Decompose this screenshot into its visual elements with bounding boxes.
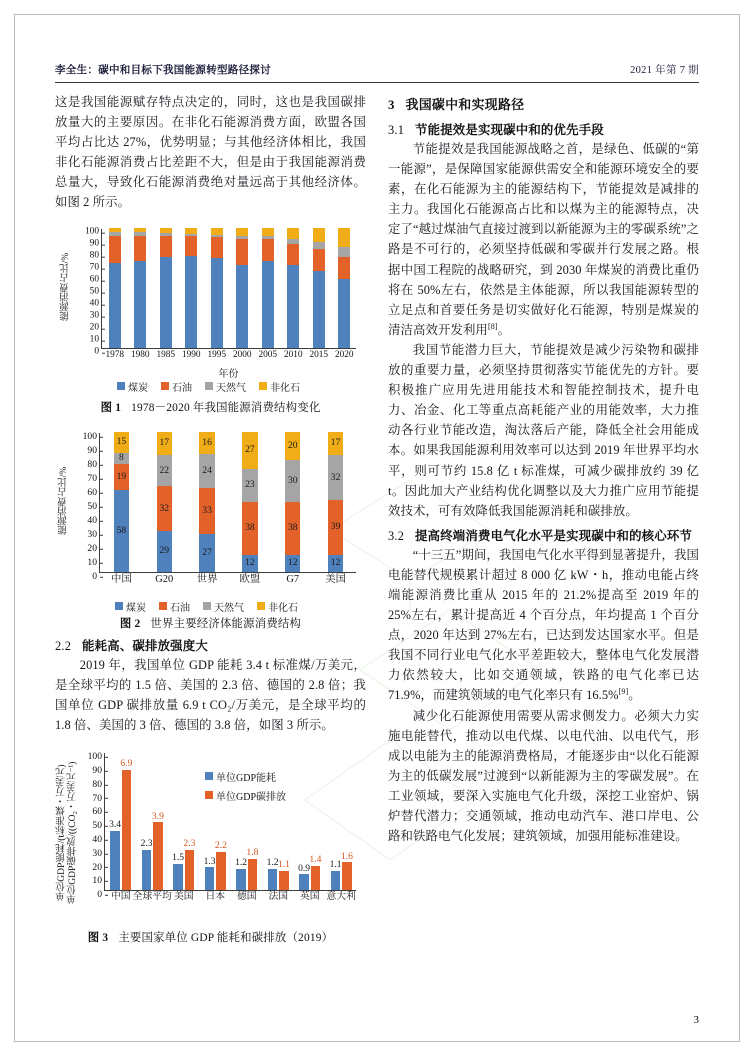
legend-swatch-icon <box>259 382 267 390</box>
bar-segment-非化石 <box>114 432 129 453</box>
section-2-2-title: 能耗高、碳排放强度大 <box>82 638 208 653</box>
y-axis-tick: 40 <box>87 516 100 526</box>
bar-segment-煤炭 <box>328 555 343 572</box>
right-column <box>388 92 699 947</box>
x-axis-tick: 2015 <box>309 349 329 360</box>
bar-segment-煤炭 <box>287 265 299 348</box>
bar-value-label: 17 <box>159 437 170 449</box>
bar-segment-非化石 <box>109 228 121 232</box>
page-content <box>55 62 699 1026</box>
bar-value-label: 20 <box>287 439 298 451</box>
bar-value-label: 33 <box>202 504 212 516</box>
y-axis-tick: 50 <box>87 502 100 512</box>
bar-value-label: 30 <box>287 474 298 486</box>
bar-value-label: 29 <box>159 545 170 557</box>
bar-value-label: 39 <box>330 521 341 533</box>
bar-value-label: 1.1 <box>329 859 342 871</box>
y-axis-tick: 80 <box>87 460 100 470</box>
bar-segment-石油 <box>313 249 325 271</box>
bar-segment-天然气 <box>160 233 172 236</box>
legend-item <box>203 599 244 614</box>
x-axis-tick: 2010 <box>283 349 303 360</box>
y-axis-tick: 20 <box>87 544 100 554</box>
bar-stack <box>185 228 197 348</box>
bar-segment-非化石 <box>287 228 299 239</box>
bar-单位GDP能耗 <box>142 850 151 890</box>
bar-segment-非化石 <box>328 432 343 456</box>
legend-label: 煤炭 <box>126 602 146 614</box>
bar-单位GDP能耗 <box>331 871 340 890</box>
y-axis-tick: 100 <box>88 752 105 762</box>
bar-segment-石油 <box>338 257 350 280</box>
y-axis-tick: 50 <box>92 821 105 831</box>
bar-单位GDP碳排放 <box>185 850 194 890</box>
y-axis-tick: 80 <box>90 252 102 261</box>
bar-单位GDP碳排放 <box>122 770 131 890</box>
reference-9: [9] <box>618 687 629 697</box>
bar-value-label: 2.3 <box>183 838 196 850</box>
bar-segment-非化石 <box>185 228 197 234</box>
bar-value-label: 23 <box>245 479 255 491</box>
bar-segment-天然气 <box>262 236 274 239</box>
bar-value-label: 27 <box>245 444 255 456</box>
x-axis-tick: 中国 <box>111 573 132 585</box>
y-axis-tick: 60 <box>90 276 102 285</box>
right-paragraph-1-text: 节能提效是我国能源战略之首，是绿色、低碳的“第一能源”，是保障国家能源供需安全和能源环境安全的要素，在化石能源为主的能源结构下，节能提效是减排的主力。我国化石能源高占比和以煤为主的能源特点，决定了“越过煤油气直接过渡到以新能源为主的零碳系统”之路是不可行的，必须坚持低碳和零碳并行发展之路。根据中国工程院的战略研究，到 2030 年煤炭的消费比重仍将在 50%左右，依然是主体能源，所以我国能源转型的立足点和首要任务是切实做好化石能源，特别是煤炭的清洁高效开发利用 <box>388 142 699 337</box>
x-axis-tick: G20 <box>155 573 174 585</box>
right-paragraph-3-end: 。 <box>628 688 641 703</box>
x-axis-tick: 美国 <box>325 573 346 585</box>
right-paragraph-3 <box>388 545 699 706</box>
page-number: 3 <box>693 1014 699 1026</box>
bar-segment-煤炭 <box>313 271 325 347</box>
legend-swatch-icon <box>115 602 123 610</box>
y-axis-tick: 90 <box>87 446 100 456</box>
bar-value-label: 17 <box>330 437 341 449</box>
bar-segment-石油 <box>109 236 121 263</box>
x-axis-tick: 1978 <box>105 349 125 360</box>
bar-segment-煤炭 <box>211 258 223 348</box>
bar-segment-天然气 <box>114 453 129 464</box>
bar-segment-石油 <box>114 464 129 491</box>
bar-segment-石油 <box>134 236 146 261</box>
y-axis-tick: 30 <box>92 849 105 859</box>
reference-8: [8] <box>487 321 498 331</box>
section-2-2-heading <box>55 636 366 654</box>
legend-label: 非化石 <box>268 602 298 614</box>
x-axis-tick: 1995 <box>207 349 227 360</box>
bar-segment-天然气 <box>287 239 299 244</box>
bar-segment-煤炭 <box>157 531 172 572</box>
bar-单位GDP能耗 <box>268 869 277 890</box>
bar-value-label: 3.4 <box>109 819 122 831</box>
y-axis-tick: 0 <box>92 572 100 582</box>
bar-单位GDP能耗 <box>173 864 182 890</box>
legend-label: 天然气 <box>214 602 244 614</box>
bar-segment-天然气 <box>285 460 300 502</box>
section-3-1-heading <box>388 120 699 138</box>
legend-label: 石油 <box>170 602 190 614</box>
y-axis-tick: 60 <box>87 488 100 498</box>
bar-segment-煤炭 <box>134 261 146 348</box>
bar-stack <box>328 432 343 572</box>
running-head <box>55 62 699 82</box>
figure-3 <box>55 741 366 945</box>
bar-segment-煤炭 <box>262 261 274 348</box>
y-axis-tick: 100 <box>83 432 100 442</box>
bar-单位GDP碳排放 <box>311 866 320 890</box>
bar-segment-非化石 <box>134 228 146 233</box>
legend-label: 单位GDP碳排放 <box>216 791 287 803</box>
fig1-y-axis-title: 能源消费占比/% <box>60 252 71 321</box>
bar-segment-石油 <box>242 502 257 555</box>
bar-segment-煤炭 <box>236 265 248 347</box>
y-axis-tick: 30 <box>90 312 102 321</box>
bar-stack <box>109 228 121 348</box>
section-2-2-number: 2.2 <box>55 638 72 653</box>
bar-stack <box>338 228 350 348</box>
chart-energy-structure-china <box>55 219 366 394</box>
figure-2-number: 图 2 <box>119 617 141 630</box>
bar-value-label: 15 <box>116 436 127 448</box>
legend-swatch-icon <box>161 382 169 390</box>
bar-单位GDP能耗 <box>236 869 245 890</box>
bar-value-label: 38 <box>287 522 298 534</box>
bar-单位GDP碳排放 <box>153 822 162 890</box>
bar-segment-石油 <box>236 239 248 265</box>
bar-value-label: 8 <box>119 452 124 464</box>
y-axis-tick: 80 <box>92 780 105 790</box>
bar-stack <box>114 432 129 572</box>
x-axis-tick: 1985 <box>156 349 176 360</box>
bar-单位GDP碳排放 <box>342 862 351 890</box>
bar-stack <box>242 432 257 572</box>
bar-segment-天然气 <box>109 232 121 236</box>
bar-value-label: 32 <box>330 471 341 483</box>
bar-value-label: 1.2 <box>235 857 248 869</box>
bar-segment-煤炭 <box>338 279 350 347</box>
legend-item <box>161 379 192 394</box>
bar-segment-煤炭 <box>242 555 257 572</box>
bar-value-label: 3.9 <box>151 810 164 822</box>
bar-value-label: 0.9 <box>298 862 311 874</box>
bar-单位GDP碳排放 <box>248 859 257 890</box>
x-axis-tick: 日本 <box>205 890 226 902</box>
y-axis-tick: 70 <box>92 793 105 803</box>
bar-value-label: 12 <box>287 557 298 569</box>
two-column-body <box>55 92 699 947</box>
bar-segment-石油 <box>287 244 299 265</box>
bar-segment-天然气 <box>185 234 197 237</box>
fig2-plot-area <box>82 430 356 585</box>
legend-item <box>205 788 286 803</box>
bar-segment-非化石 <box>262 228 274 237</box>
legend-label: 石油 <box>172 382 192 394</box>
bar-segment-煤炭 <box>285 555 300 572</box>
fig1-plot-area <box>84 226 356 360</box>
bar-segment-石油 <box>199 488 214 534</box>
bar-segment-煤炭 <box>160 257 172 348</box>
chart-gdp-intensity <box>55 741 366 926</box>
bar-value-label: 19 <box>116 471 127 483</box>
legend-item <box>159 599 190 614</box>
bar-segment-非化石 <box>199 432 214 454</box>
bar-value-label: 1.5 <box>172 852 185 864</box>
bar-stack <box>313 228 325 348</box>
section-3-title: 我国碳中和实现路径 <box>405 98 525 112</box>
bar-segment-天然气 <box>199 454 214 488</box>
bar-segment-天然气 <box>134 232 146 236</box>
x-axis-tick: 德国 <box>236 890 257 902</box>
fig3-legend <box>205 769 286 803</box>
legend-swatch-icon <box>117 382 125 390</box>
figure-1-caption <box>55 399 366 415</box>
bar-segment-天然气 <box>313 242 325 249</box>
legend-item <box>205 769 276 784</box>
y-axis-tick: 20 <box>90 324 102 333</box>
left-column <box>55 92 366 947</box>
bar-segment-非化石 <box>236 228 248 237</box>
bar-单位GDP碳排放 <box>216 852 225 890</box>
right-paragraph-2: 我国节能潜力巨大，节能提效是减少污染物和碳排放的重要力量，必须坚持贯彻落实节能优先的方针。要积极推广应用先进用能技术和智能控制技术，提升电力、冶金、化工等重点高耗能产业的用能效率，大力推动各行业节能改造，淘汰落后产能，降低全社会用能成本。如果我国能源利用效率可以达到 2019 年世界平均水平，则可节约 15.8 亿 t 标准煤，可减少碳排放约 39 亿 t。因此加大产业结构优化调整以及大力推广应用节能提效技术，可有效降低我国能源消耗和碳排放。 <box>388 342 699 518</box>
legend-swatch-icon <box>203 602 211 610</box>
y-axis-tick: 0 <box>94 348 102 357</box>
bar-单位GDP能耗 <box>299 874 308 890</box>
legend-item <box>205 379 246 394</box>
left-paragraph-1: 这是我国能源赋存特点决定的，同时，这也是我国碳排放量大的主要原因。在非化石能源消费方面，欧盟各国平均占比达 27%，优势明显；与其他经济体相比，我国非化石能源消费占比差距不大，但是由于我国能源消费总量大，导致化石能源消费绝对量远高于其他经济体。如图 2 所示。 <box>55 95 366 210</box>
bar-value-label: 27 <box>202 546 212 558</box>
legend-label: 单位GDP能耗 <box>216 772 277 784</box>
y-axis-tick: 10 <box>92 876 105 886</box>
bar-segment-天然气 <box>338 247 350 257</box>
x-axis-tick: 中国 <box>110 890 131 902</box>
bar-value-label: 38 <box>245 522 255 534</box>
y-axis-tick: 60 <box>92 807 105 817</box>
x-axis-tick: 2020 <box>334 349 354 360</box>
legend-swatch-icon <box>205 382 213 390</box>
bar-value-label: 6.9 <box>120 758 133 770</box>
y-axis-tick: 30 <box>87 530 100 540</box>
bar-value-label: 12 <box>245 557 255 569</box>
x-axis-tick: 英国 <box>299 890 320 902</box>
x-axis-tick: 意大利 <box>326 890 356 902</box>
header-rule <box>55 82 699 83</box>
section-3-2-number: 3.2 <box>388 528 405 543</box>
bar-segment-石油 <box>211 237 223 258</box>
legend-swatch-icon <box>159 602 167 610</box>
bar-单位GDP能耗 <box>205 867 214 890</box>
bar-stack <box>134 228 146 348</box>
legend-item <box>259 379 300 394</box>
bar-segment-非化石 <box>157 432 172 456</box>
figure-3-number: 图 3 <box>87 931 109 944</box>
y-axis-tick: 50 <box>90 288 102 297</box>
figure-1 <box>55 219 366 415</box>
fig1-x-axis-title: 年份 <box>218 368 239 380</box>
x-axis-tick: G7 <box>286 573 300 585</box>
right-paragraph-3-text: “十三五”期间，我国电气化水平得到显著提升，我国电能替代规模累计超过 8 000 亿 kW・h，推动电能占终端能源消费比重从 2015 年的 21.2%提高至 2019 年的 25%左右，累计提高近 4 个百分点，年均提高 1 个百分点，2020 年达到 27%左右，已达到发达国家水平。但是我国不同行业电气化水平差距较大，整体电气化发展潜力依然较大，比如交通领域，铁路的电气化率已达 71.9%，而建筑领域的电气化率只有 16.5% <box>388 547 699 703</box>
bar-value-label: 1.3 <box>203 855 216 867</box>
bar-value-label: 1.1 <box>277 859 290 871</box>
y-axis-tick: 70 <box>90 264 102 273</box>
y-axis-tick: 0 <box>97 890 105 900</box>
bar-value-label: 12 <box>330 557 341 569</box>
chart-energy-structure-world <box>55 423 366 613</box>
fig2-legend <box>115 599 298 614</box>
fig3-y-axis-title-line1: 单位GDP能耗/(t标准煤・万美元) <box>56 764 67 902</box>
bar-stack <box>157 432 172 572</box>
y-axis-tick: 10 <box>90 336 102 345</box>
x-axis-tick: 2000 <box>232 349 252 360</box>
bar-segment-非化石 <box>242 432 257 470</box>
x-axis-tick: 全球平均 <box>132 890 172 902</box>
bar-value-label: 1.4 <box>309 854 322 866</box>
section-3-1-number: 3.1 <box>388 123 405 137</box>
bar-segment-石油 <box>328 500 343 555</box>
x-axis-tick: 世界 <box>196 573 218 585</box>
figure-2-title: 世界主要经济体能源消费结构 <box>150 617 302 630</box>
bar-value-label: 22 <box>159 464 170 476</box>
x-axis-tick: 1980 <box>130 349 150 360</box>
bar-segment-石油 <box>262 239 274 260</box>
bar-segment-天然气 <box>157 455 172 486</box>
bar-segment-非化石 <box>211 228 223 235</box>
bar-segment-煤炭 <box>185 256 197 347</box>
bar-stack <box>199 432 214 572</box>
y-axis-tick: 10 <box>87 558 100 568</box>
legend-label: 非化石 <box>270 382 300 394</box>
y-axis-tick: 90 <box>90 240 102 249</box>
legend-swatch-icon <box>205 772 213 780</box>
y-axis-tick: 40 <box>92 835 105 845</box>
fig1-legend <box>117 379 300 394</box>
bar-segment-非化石 <box>338 228 350 247</box>
running-head-right: 2021 年第 7 期 <box>630 65 699 76</box>
bar-segment-石油 <box>157 486 172 531</box>
bar-stack <box>211 228 223 348</box>
section-3-2-heading <box>388 526 699 544</box>
bar-value-label: 24 <box>202 464 212 476</box>
bar-segment-非化石 <box>285 432 300 460</box>
running-head-left: 李全生：碳中和目标下我国能源转型路径探讨 <box>55 65 271 76</box>
x-axis-tick: 美国 <box>173 890 194 902</box>
bar-segment-非化石 <box>160 228 172 234</box>
bar-segment-煤炭 <box>199 534 214 572</box>
figure-3-title: 主要国家单位 GDP 能耗和碳排放（2019） <box>118 931 334 944</box>
legend-swatch-icon <box>205 791 213 799</box>
x-axis-tick: 2005 <box>258 349 278 360</box>
bar-stack <box>262 228 274 348</box>
y-axis-tick: 20 <box>92 862 105 872</box>
section-3-number: 3 <box>388 98 395 112</box>
bar-segment-石油 <box>285 502 300 555</box>
figure-2-caption <box>55 615 366 631</box>
right-paragraph-1-end: 。 <box>497 322 511 337</box>
bar-value-label: 2.2 <box>214 840 227 852</box>
section-3-2-title: 提高终端消费电气化水平是实现碳中和的核心环节 <box>415 528 693 543</box>
legend-label: 煤炭 <box>128 382 148 394</box>
bar-value-label: 16 <box>202 436 212 448</box>
y-axis-tick: 70 <box>87 474 100 484</box>
right-paragraph-1 <box>388 139 699 340</box>
y-axis-tick: 40 <box>90 300 102 309</box>
bar-segment-石油 <box>160 236 172 257</box>
legend-item <box>257 599 298 614</box>
bar-单位GDP碳排放 <box>279 871 288 890</box>
bar-value-label: 58 <box>116 525 127 537</box>
legend-item <box>115 599 146 614</box>
bar-value-label: 1.6 <box>340 850 353 862</box>
bar-segment-煤炭 <box>109 263 121 348</box>
x-axis-tick: 1990 <box>181 349 201 360</box>
bar-segment-煤炭 <box>114 490 129 571</box>
legend-swatch-icon <box>257 602 265 610</box>
figure-2 <box>55 423 366 631</box>
bar-stack <box>236 228 248 348</box>
figure-1-number: 图 1 <box>100 401 122 414</box>
bar-segment-非化石 <box>313 228 325 243</box>
bar-value-label: 32 <box>159 502 170 514</box>
right-paragraph-4: 减少化石能源使用需要从需求侧发力。必须大力实施电能替代，推动以电代煤、以电代油、以电代气，形成以电能为主的能源消费格局，才能逐步由“以化石能源为主的低碳发展”过渡到“以新能源为主的零碳发展”。在工业领域，要深入实施电气化升级，深挖工业窑炉、锅炉替代潜力；交通领域，推动电动汽车、港口岸电、公路和铁路电气化发展；建筑领域，加强用能标准建设。 <box>388 708 699 844</box>
figure-3-caption <box>55 929 366 945</box>
y-axis-tick: 90 <box>92 766 105 776</box>
bar-stack <box>287 228 299 348</box>
bar-value-label: 1.8 <box>246 847 259 859</box>
legend-label: 天然气 <box>216 382 246 394</box>
bar-segment-天然气 <box>211 235 223 237</box>
figure-1-title: 1978－2020 年我国能源消费结构变化 <box>131 401 321 414</box>
bar-value-label: 2.3 <box>140 838 153 850</box>
bar-stack <box>160 228 172 348</box>
bar-单位GDP能耗 <box>110 831 119 890</box>
left-paragraph-2: 2019 年，我国单位 GDP 能耗 3.4 t 标准煤/万美元，是全球平均的 1.5 倍、美国的 2.3 倍、德国的 2.8 倍；我国单位 GDP 碳排放量 6.9 t CO₂/万美元，是全球平均的 1.8 倍、美国的 3 倍、德国的 3.8 倍，如图 3 所示。 <box>55 657 366 732</box>
fig2-y-axis-title: 能源消费占比/% <box>58 466 69 535</box>
bar-segment-天然气 <box>242 469 257 501</box>
bar-segment-石油 <box>185 236 197 256</box>
y-axis-tick: 100 <box>85 228 102 237</box>
bar-segment-天然气 <box>236 236 248 239</box>
fig3-y-axis-title-line2: 单位GDP碳排放/((CO₂・万美元⁻¹) <box>67 761 78 905</box>
bar-value-label: 1.2 <box>266 857 279 869</box>
section-3-heading <box>388 94 699 113</box>
x-axis-tick: 欧盟 <box>239 573 261 585</box>
x-axis-tick: 法国 <box>268 890 289 902</box>
section-3-1-title: 节能提效是实现碳中和的优先手段 <box>415 123 604 137</box>
bar-segment-天然气 <box>328 455 343 500</box>
bar-stack <box>285 432 300 572</box>
legend-item <box>117 379 148 394</box>
